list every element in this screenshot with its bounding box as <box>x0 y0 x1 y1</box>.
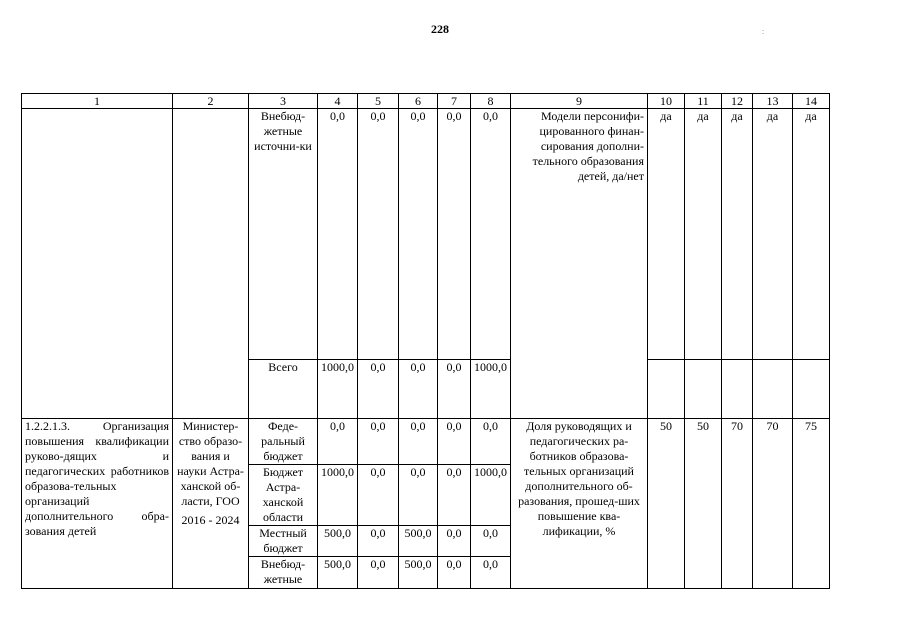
header-cell: 6 <box>399 94 438 109</box>
header-cell: 12 <box>722 94 753 109</box>
target-cell-empty <box>685 360 722 419</box>
value-cell: 0,0 <box>399 419 438 465</box>
value-cell: 0,0 <box>438 419 471 465</box>
period-text: 2016 - 2024 <box>181 513 240 527</box>
funding-source: Местный бюджет <box>249 526 318 557</box>
total-value: 1000,0 <box>318 360 358 419</box>
total-value: 0,0 <box>358 360 399 419</box>
value-cell: 0,0 <box>358 557 399 589</box>
indicator-text: Доля руководящих и педагогических ра-ботников образова-тельных организаций дополнительного об-разования, прошед-ших повышение ква-лификации, % <box>511 419 648 589</box>
total-value: 0,0 <box>399 360 438 419</box>
stray-mark: : <box>762 27 765 36</box>
indicator-cell-empty <box>511 360 648 419</box>
value-cell: 1000,0 <box>318 465 358 526</box>
program-table <box>21 93 830 589</box>
value-cell: 0,0 <box>438 526 471 557</box>
target-cell-empty <box>753 360 793 419</box>
total-value: 0,0 <box>438 360 471 419</box>
measure-cell-empty <box>22 109 173 419</box>
header-cell: 8 <box>471 94 511 109</box>
value-cell: 0,0 <box>358 419 399 465</box>
funding-source: Внебюд-жетные источни-ки <box>249 109 318 360</box>
total-label: Всего <box>249 360 318 419</box>
value-cell: 0,0 <box>471 557 511 589</box>
funding-source: Внебюд-жетные <box>249 557 318 589</box>
table-row <box>22 109 830 360</box>
value-cell: 0,0 <box>399 109 438 360</box>
target-cell: 75 <box>793 419 830 589</box>
table-row <box>22 419 830 465</box>
funding-source: Бюджет Астра-ханской области <box>249 465 318 526</box>
value-cell: 500,0 <box>399 557 438 589</box>
value-cell: 0,0 <box>358 109 399 360</box>
value-cell: 1000,0 <box>471 465 511 526</box>
header-row <box>22 94 830 109</box>
target-cell: 50 <box>685 419 722 589</box>
header-cell: 2 <box>173 94 249 109</box>
header-cell: 1 <box>22 94 173 109</box>
value-cell: 0,0 <box>438 557 471 589</box>
target-cell: да <box>648 109 685 360</box>
executor-cell-empty <box>173 109 249 419</box>
target-cell-empty <box>793 360 830 419</box>
value-cell: 500,0 <box>318 526 358 557</box>
measure-text: 1.2.2.1.3. Организация повышения квалификации руково-дящих и педагогических работников образова-тельных организаций дополнительного обра-зования детей <box>22 419 173 589</box>
header-cell: 11 <box>685 94 722 109</box>
target-cell: 70 <box>753 419 793 589</box>
value-cell: 0,0 <box>358 465 399 526</box>
target-cell-empty <box>648 360 685 419</box>
executor-cell <box>173 419 249 589</box>
value-cell: 0,0 <box>438 109 471 360</box>
target-cell: да <box>753 109 793 360</box>
target-cell: да <box>722 109 753 360</box>
value-cell: 0,0 <box>358 526 399 557</box>
value-cell: 0,0 <box>471 109 511 360</box>
value-cell: 500,0 <box>318 557 358 589</box>
header-cell: 9 <box>511 94 648 109</box>
indicator-text: Модели персонифи-цированного финан-сирования дополни-тельного образования детей, да/нет <box>511 109 648 360</box>
value-cell: 0,0 <box>318 419 358 465</box>
value-cell: 0,0 <box>438 465 471 526</box>
header-cell: 10 <box>648 94 685 109</box>
header-cell: 3 <box>249 94 318 109</box>
header-cell: 4 <box>318 94 358 109</box>
page-number: 228 <box>431 22 449 36</box>
target-cell: да <box>793 109 830 360</box>
header-cell: 14 <box>793 94 830 109</box>
target-cell: да <box>685 109 722 360</box>
funding-source: Феде-ральный бюджет <box>249 419 318 465</box>
header-cell: 5 <box>358 94 399 109</box>
value-cell: 0,0 <box>471 526 511 557</box>
target-cell-empty <box>722 360 753 419</box>
executor-text: Министер-ство образо-вания и науки Астра-ханской об-ласти, ГОО <box>177 419 244 508</box>
value-cell: 0,0 <box>318 109 358 360</box>
value-cell: 0,0 <box>471 419 511 465</box>
header-cell: 13 <box>753 94 793 109</box>
value-cell: 500,0 <box>399 526 438 557</box>
value-cell: 0,0 <box>399 465 438 526</box>
target-cell: 70 <box>722 419 753 589</box>
total-value: 1000,0 <box>471 360 511 419</box>
header-cell: 7 <box>438 94 471 109</box>
target-cell: 50 <box>648 419 685 589</box>
